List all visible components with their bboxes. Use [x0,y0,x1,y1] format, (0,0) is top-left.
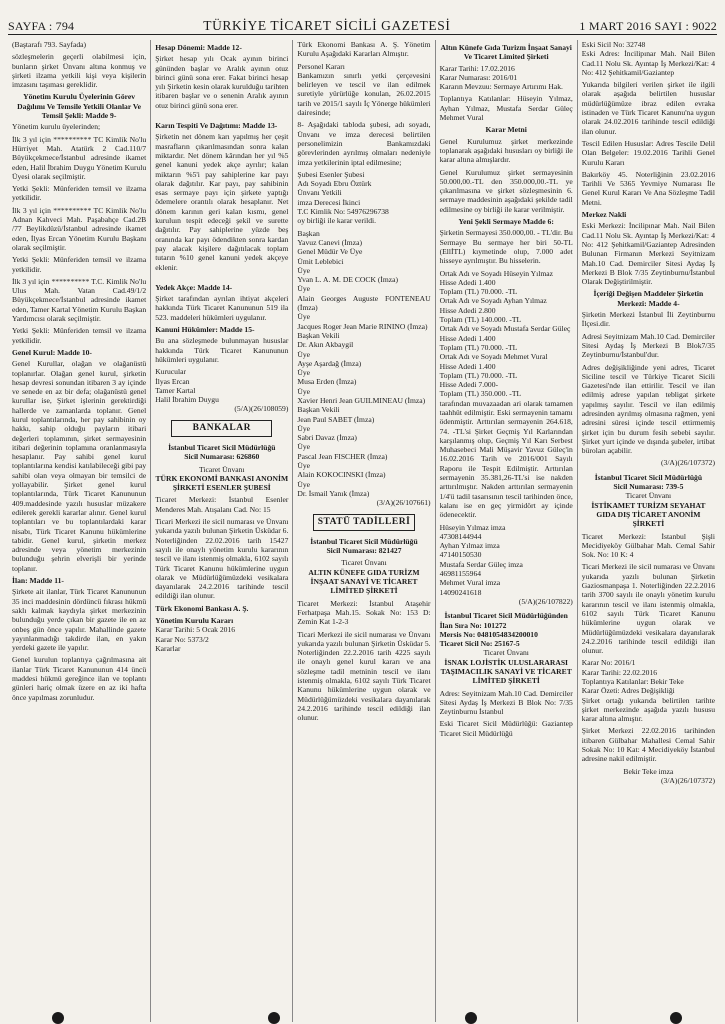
paragraph: Şirket tarafından ayrılan ihtiyat akçeleri hakkında Türk Ticaret Kanununun 519 ila 523. maddeleri hükümleri uygulanır. [155,294,289,322]
paragraph: Yukarıda bilgileri verilen şirket ile ilgili olarak aşağıda belirtilen hususlar müdürlüğümüze ibraz edilen evraka istinaden ve Türk Ticaret Kanunu'na uygun olarak 24.02.2016 tarihinde tescil edildiği ilan olunur. [581,80,715,136]
decision-date: Karar Tarihi: 5 Ocak 2016 [155,625,236,635]
columns [8,40,719,1022]
paragraph: Ticaret Merkezi: İstanbul Ataşehir Ferhatpaşa Mah.15. Sokak No: 153 D: Zemin Kat 1-2-3 [297,598,431,627]
signatory-name: Ayşe Aşardağ (İmza) [297,358,362,368]
paragraph: Genel Kurulumuz şirket sermayesinin 50.000,00.-TL den 350.000,00.-TL ye çıkarılmasına ve şirket sözleşmesinin 6. sermaye maddesinin aşağıdaki şekilde tadil edilmesine oy birliği ile karar verilmiştir. [439,167,573,214]
signatory-role: Üye [297,368,311,378]
paragraph: Türk Ekonomi Bankası A. Ş. Yönetim Kurulu Aşağıdaki Kararları Almıştır. [297,40,431,59]
line: Toplam (TL) 70.000. -TL [439,287,518,297]
registry-office: İstanbul Ticaret Sicil Müdürlüğü [168,442,276,452]
line: Karar Özeti: Adres Değişikliği [581,686,675,696]
paragraph: Yetki Şekli: Münferiden temsil ve ilzama yetkilidir. [12,184,147,203]
signatory-role: Üye [297,284,311,294]
paragraph: Ticaret Merkezi: İstanbul Şişli Mecidiyeköy Gülbahar Mah. Cemal Sahir Sok. No: 10 K: 4 [581,531,715,560]
paragraph: Ticaret Merkezi: İstanbul Esenler Menderes Mah. Atışalanı Cad. No: 15 [155,495,289,514]
section-heading: Karar Metni [485,125,527,135]
line: Hüseyin Yılmaz imza [439,522,506,532]
line: Karar Tarihi: 17.02.2016 [439,63,515,73]
reference-code: (3/A)(26/107372) [661,458,715,468]
paragraph: Adresi Seyitnizam Mah.10 Cad. Demirciler Sitesi Aydaş İş Merkezi B Blok7/35 Zeytinburnu/İstanbul'dur. [581,331,715,360]
issue-date: 1 MART 2016 SAYI : 9022 [579,19,717,33]
mersis-number: Mersis No: 0481054834200010 [439,629,538,639]
line: Karar Numarası: 2016/01 [439,72,518,82]
column-1 [8,40,150,1022]
decision-number: Karar No: 5373/2 [155,634,209,644]
line: Ayhan Yılmaz imza [439,541,500,551]
signatory-role: Üye [297,349,311,359]
line: Ünvanı Yetkili [297,188,342,198]
signatory-name: Alain KOKOCINSKI (İmza) [297,470,386,480]
section-banner-statu-tadilleri: STATÜ TADİLLERİ [313,514,414,531]
paragraph: Şirketin Merkezi İstanbul İli Zeytinburnu İlçesi.dir. [581,310,715,329]
line: Ortak Adı ve Soyadı Hüseyin Yılmaz [439,268,553,278]
section-heading: Yeni Şekli Sermaye Madde 6: [458,217,554,227]
paragraph: Genel Kurullar, olağan ve olağanüstü toplanırlar. Olağan genel kurul, şirketin hesap devresi sonundan itibaren 3 ay içinde ve senede en az bir defa; olağanüstü genel kurullar ise, Şirket işlerinin gerektirdiği hallerde ve zamanlarda toplanır. Genel kurul toplantılarında, her pay sahibinin oy hakkı, sahip olduğu payların itibari değerleri toplamının, şirket sermayesinin itibari değerinin toplamına oranlanmasıyla hesaplanır. Pay sahibi genel kurul toplantılarına kendisi katılabileceği gibi pay sahibi olan veya olmayan bir temsilci de yollayabilir. Şirket genel kurul toplantılarında, Türk Ticaret Kanununun 409.maddesinde yazılı hususlar müzakere edilerek gerekli kararlar alınır. Genel kurul toplantıları ve bu toplantılardaki karar nisabı, Türk Ticaret Kanunu hükümlerine tabidir. Genel kurul, şirketin merkez adresinde veya yönetim merkezinin bulunduğu şehrin elverişli bir yerinde toplanır. [12,359,147,573]
section-heading: Hesap Dönemi: Madde 12- [155,43,242,52]
line: Hisse Adedi 1.400 [439,333,496,343]
line: Hisse Adedi 2.800 [439,305,496,315]
registry-number: Sicil Numarası: 821427 [326,546,402,556]
line: Toplam (TL) 140.000. -TL [439,315,522,325]
paragraph: Şirketin Sermayesi 350.000,00. - TL'dir. Bu Sermaye Bu sermaye her biri 50-TL (EllİTL) kıymetinde olup, 7.000 adet hisseye ayrılmıştır. Bu hisselerin. [439,228,573,266]
company-name: ALTIN KÜNEFE GIDA TURİZM İNŞAAT SANAYİ VE TİCARET LİMİTED ŞİRKETİ [308,567,420,596]
paragraph: Adres değişikliğinde yeni adres, Ticaret Siciline tescil ve Türkiye Ticaret Sicili Gazetesi'nde ilan ettirilir. Tescil ve ilan edilmiş adrese yapılan tebligat şirkete yapılmış sayılır. Tescil ve ilan edilmiş adresinden ayrılmış olmasına rağmen, yeni adresini süresi içinde tescil ettirmemiş şirket için bu durum fesih sebebi sayılır. Şirket yurt içinde ve dışında şubeler, irtibat büroları açabilir. [581,362,715,456]
section-heading: İçeriği Değişen Maddeler Şirketin Merkezi: Madde 4- [593,289,704,308]
paragraph: Eski Merkezi: İncilipınar Mah. Nail Bilen Cad.11 Nolu Sk. Ayıntap İş Merkezi/Kat: 4 No: 412 Şehitkamil/Gaziantep Adresinden Bulunan Firmanın Merkezi Seyitnizam Mah.10 Cad. Demirciler Sitesi Aydaş İş Merkezi B Blok 7/35 Zeytinburnu/İstanbul Olarak Değiştirilmiştir. [581,221,715,287]
signature-line: Bekir Teke imza [623,766,674,776]
paragraph: 8- Aşağıdaki tabloda şubesi, adı soyadı, Ünvanı ve imza derecesi belirtilen personelimizin Bankamızdaki görevlerinden ayrılmış olmaları nedeniyle imza yetkilerinin iptal edilmesine; [297,120,431,167]
trade-name-label: Ticaret Ünvanı [341,558,387,568]
line: imza Derecesi İkinci [297,197,361,207]
registry-office: İstanbul Ticaret Sicil Müdürlüğü [310,536,418,546]
paragraph: Ticari Merkezi ile sicil numarası ve Ünvanı yukarıda yazılı bulunan Şirketin Üsküdar 6. Noterliğinden 22.02.2016 tarih 15427 sayılı ile onaylı yönetim kurulu kararının tescil ve ilanı istenmiş olmakla, 6102 sayılı Türk Ticaret Kanunu hükümlerine uygun olarak ve Müdürlüğümüzdeki vesikalara dayanılarak 24.2.2016 tarihinde tescil edildiği ilan olunur. [155,517,289,601]
signatory-name: Musa Erden (İmza) [297,377,357,387]
paragraph: Şirkete ait ilanlar, Türk Ticaret Kanununun 35 inci maddesinin dördüncü fıkrası hükmü saklı kalmak kaydıyla şirket merkezinin bulunduğu yerde çıkan bir gazete ile en az onbeş gün önce yapılır. Mahallinde gazete yayınlanmadığı takdirde ilan, en yakın yerdeki gazete ile yapılır. [12,587,147,653]
column-4 [435,40,577,1022]
signatory-role: Üye [297,312,311,322]
paragraph: Şirketin net dönem karı yapılmış her çeşit masrafların çıkarılmasından sonra kalan miktardır. Net dönem kârından her yıl %5 genel kanuni yedek akçe ayrılır; kalan miktarın %5'i pay sahiplerine kar payı olarak dağıtılır. Kar payı, pay sahibinin esas sermaye payı için şirkete yaptığı ödemelere orantılı olarak hesaplanır. Net dönem karının geri kalan kısmı, genel kuruluın tespit edeceği şekil ve surette dağıtılır. Pay sahiplerine yüzde beş oranında kar payı ödendikten sonra kardan pay alacak kişilere dağıtılacak toplam tutarın %10 genel kanuni yedek akçeye eklenir. [155,132,289,272]
section-heading: Yönetim Kurulu Üyelerinin Görev Dağılımı Ve Temsile Yetkili Olanlar Ve Temsil Şekli: Madde 9- [17,92,142,121]
paragraph: Eski Adres: İncilipınar Mah. Nail Bilen Cad.11 Nolu Sk. Ayıntap İş Merkezi/Kat: 4 No: 412 Şehitkamil/Gaziantep [581,49,715,77]
paragraph: tarafından muvazaadan ari olarak tamamen taahhüt edilmiştir. Eski sermayenin tamamı ödenmiştir. Arttırılan sermayenin 264.618, 74. -TL'si Şirket Geçmiş Yıl Karlarından karşılanmış olup, Geçmiş Yıl Karı Serbest Muhasebeci Mali Müşavir Yavuz Güleç'in 16.02.2016 Tarih ve 2016/001 Sayılı Raporu ile Tespit Edilmiştir. Arttırılan sermayenin 35.381,26-TL'si ise nakden arttırılmıştır. Nakden arttırılan sermayenin 1/4'ü tadil tasarısının tescil tarihinden önce, kalanı ise en geç yirmidört ay içinde ödenecektir. [439,398,573,520]
paragraph: Yönetim kurulu üyelerinden; [12,122,101,132]
paragraph: Kararın Mevzuu: Sermaye Artırımı Hak. [439,82,563,92]
paragraph: Yetki Şekli: Münferiden temsil ve ilzama yetkilidir. [12,255,147,274]
registry-office: İstanbul Ticaret Sicil Müdürlüğü [594,472,703,482]
line: Ortak Adı ve Soyadı Mustafa Serdar Güleç [439,324,571,334]
column-2 [150,40,292,1022]
signatory-name: Sabri Davaz (İmza) [297,433,357,443]
section-banner-bankalar: BANKALAR [171,420,272,437]
binding-hole [268,1012,280,1024]
signatory-name: Dr. İsmail Yanık (İmza) [297,488,370,498]
registry-office: İstanbul Ticaret Sicil Müdürlüğünden [444,611,568,621]
company-name: TÜRK EKONOMİ BANKASI ANONİM ŞİRKETİ ESENLER ŞUBESİ [155,473,289,493]
line: Şubesi Esenler Şubesi [297,169,365,179]
signatory-name: Jacques Roger Jean Marie RININO (İmza) [297,321,428,331]
line: Toplantıya Katılanlar: Bekir Teke [581,677,684,686]
signatory-role: Başkan [297,228,320,238]
paragraph: Bakırköy 45. Noterliğinin 23.02.2016 Tarihli Ve 5365 Yevmiye Numarası İle Genel Kurul Kararı Ve Ana Sözleşme Tadil Metni. [581,169,715,207]
signatory-role: Üye [297,442,311,452]
line: Mustafa Serdar Güleç imza [439,559,523,569]
line: T.C Kimlik No: 54976296738 [297,207,389,217]
paragraph: sözleşmelerin geçerli olabilmesi için, bunların şirket Ünvanı altına konmuş ve şirketi ilzama yetkili kişi veya kişilerin imzasını taşıması gereklidir. [12,52,147,90]
decision-title: Yönetim Kurulu Kararı [155,616,234,626]
company-name: İSNAK LOJİSTİK ULUSLARARASI TAŞIMACILIK SANAYİ VE TİCARET LİMİTED ŞİRKETİ [440,657,572,686]
paragraph: Genel Kurulumuz şirket merkezinde toplanarak aşağıdaki hususları oy birliği ile karar altına almışlardır. [439,136,573,165]
paragraph: Toplantıya Katılanlar: Hüseyin Yılmaz, Ayhan Yılmaz, Mustafa Serdar Güleç Mehmet Vural [439,94,573,123]
paragraph: Genel kurulun toplantıya çağrılmasına ait ilanlar Türk Ticaret Kanununun 414 üncü maddesi hükmü gereğince ilan ve toplantı günleri hariç olmak üzere en az iki hafta önce yapılması zorunludur. [12,655,147,702]
line: 47308144944 [439,531,482,541]
line: 47140150530 [439,550,482,560]
line: Karar Tarihi: 22.02.2016 [581,667,658,677]
founder-name: Tamer Kartal [155,385,196,395]
line: Hisse Adedi 7.000- [439,380,499,390]
paragraph: Ticari Merkezi ile sicil numarası ve Ünvanı yukarıda yazılı bulunan Şirketin Üsküdar 5. Noterliğinden 22.2.2016 tarih 4225 sayılı ile onaylı genel kurul kararı ve ana sözleşme tadil metninin tescil ve ilanı istenmiş olmakla, 6102 sayılı Türk Ticaret Kanunu hükümlerine uygun olarak ve Müdürlüğümüzdeki vesikalara dayanılarak 24.2.2016 tarihinde tescil edildiği ilan olunur. [297,629,431,723]
signatory-name: Xavier Henri Jean GUILMINEAU (İmza) [297,395,426,405]
registry-number: Ticaret Sicil No: 25167-5 [439,639,520,649]
section-heading: Altın Künefe Gıda Turizm İnşaat Sanayi Ve Ticaret Limited Şirketi [440,43,572,62]
line: Hisse Adedi 1.400 [439,361,496,371]
section-heading: Yedek Akçe: Madde 14- [155,282,233,292]
company-name: İSTİKAMET TURİZM SEYAHAT GIDA DIŞ TİCARET ANONİM ŞİRKETİ [591,500,706,529]
trade-name-label: Ticaret Ünvanı [199,464,245,474]
founder-name: İlyas Ercan [155,376,190,386]
line: Toplam (TL) 70.000. -TL [439,342,518,352]
reference-code: (3/A)(26/107372) [661,775,715,785]
section-heading: İlan: Madde 11- [12,576,64,586]
signatory-name: Yvan L. A. M. DE COCK (İmza) [297,275,399,285]
section-heading: Karın Tespiti Ve Dağıtımı: Madde 13- [155,121,278,131]
binding-hole [670,1012,682,1024]
announcement-number: İlan Sıra No: 101272 [439,620,507,630]
line: Hisse Adedi 1.400 [439,277,496,287]
section-heading: Merkez Nakli [581,210,627,220]
page-number: SAYFA : 794 [8,19,75,33]
line: Ortak Adı ve Soyadı Ayhan Yılmaz [439,296,547,306]
line: 46981155964 [439,569,482,579]
gazette-title: TÜRKİYE TİCARET SİCİLİ GAZETESİ [203,18,451,33]
paragraph: Tescil Edilen Hususlar: Adres Tescile Delil Olan Belgeler: 19.02.2016 Tarihli Genel Kurulu Kararı [581,138,715,167]
paragraph: Yetki Şekli: Münferiden temsil ve ilzama yetkilidir. [12,326,147,345]
signatory-name: Yavuz Canevi (İmza) [297,237,362,247]
header-rule [8,34,717,35]
page-header [8,8,717,34]
line: Toplam (TL) 350.000. -TL [439,389,522,399]
paragraph: İlk 3 yıl için ********** T.C. Kimlik No'lu Ulus Mah. Vatan Cad.49/1/2 Büyükçekmece/İstanbul adresinde ikamet eden, Tamer Kartal Yönetim Kurulu Başkan Yardımcısı olarak seçilmiştir. [12,276,147,324]
paragraph: (Baştarafı 793. Sayfada) [12,40,87,49]
decisions-label: Kararlar [155,643,181,653]
line: Adı Soyadı Ebru Öztürk [297,179,372,189]
registry-number: Sicil Numarası: 739-5 [613,482,684,492]
signatory-role: Başkan Vekili [297,405,340,415]
binding-hole [52,1012,64,1024]
line: Personel Kararı [297,61,345,71]
signatory-role: Başkan Vekili [297,330,340,340]
registry-number: Sicil Numarası: 626860 [184,452,260,462]
binding-hole [465,1012,477,1024]
paragraph: Şirket ortağı yukarıda belirtilen tarihte şirket merkezinde aşağıda yazılı hususu karar altına almıştır. [581,695,715,724]
paragraph: Bu ana sözleşmede bulunmayan hususlar hakkında Türk Ticaret Kanununun hükümleri uygulanır. [155,336,289,364]
reference-code: (5/A)(26/107822) [518,596,573,606]
signatory-role: Genel Müdür Ve Üye [297,247,363,257]
line: Ortak Adı ve Soyadı Mehmet Vural [439,352,548,362]
line: oy birliği ile karar verildi. [297,216,377,226]
signatory-role: Üye [297,479,311,489]
paragraph: İlk 3 yıl için ********** TC Kimlik No'lu Adnan Kahveci Mah. Paşabahçe Cad.2B /77 Beylikdüzü/İstanbul adresinde ikamet eden, İlyas Ercan Yönetim Kurulu Başkanı olarak seçilmiştir. [12,205,147,252]
signatory-role: Üye [297,386,311,396]
bank-name: Türk Ekonomi Bankası A. Ş. [155,603,249,613]
trade-name-label: Ticaret Ünvanı [483,648,529,658]
signatory-name: Jean Paul SABET (İmza) [297,414,375,424]
section-heading: Genel Kurul: Madde 10- [12,347,92,357]
trade-name-label: Ticaret Ünvanı [625,491,672,501]
line: Toplam (TL) 70.000. -TL [439,370,518,380]
signatory-name: Ümit Leblebici [297,256,344,266]
reference-code: (5/A)(26/108059) [234,404,289,414]
column-5 [577,40,719,1022]
signatory-role: Üye [297,265,311,275]
paragraph: Şirket Merkezi 22.02.2016 tarihinden itibaren Gülbahar Mahallesi Cemal Sahir Sokak No: 10 Kat: 4 Mecidiyeköy İstanbul adresine nakil edilmiştir. [581,726,715,764]
founders-label: Kurucular [155,367,186,377]
signatory-name: Pascal Jean FISCHER (İmza) [297,451,388,461]
signatory-role: Üye [297,461,311,471]
line: Eski Sicil No: 32748 [581,40,646,49]
founder-name: Halil İbrahim Duygu [155,395,219,405]
paragraph: Şirket hesap yılı Ocak ayının birinci gününden başlar ve Aralık ayının otuz birinci günü sona erer. Fakat birinci hesap yılı Şirketin kesin olarak kurulduğu tarihten itibaren başlar ve o senenin Aralık ayının otuz birinci günü sona erer. [155,54,289,110]
column-3 [292,40,434,1022]
paragraph: Ticari Merkezi ile sicil numarası ve Ünvanı yukarıda yazılı bulunan Şirketin Gaziosmanpaşa 1. Noterliğinden 22.2.2016 tarih 3700 sayılı ile onaylı yönetim kurulu kararının tescil ve ilanı istenmiş olmakla, 6102 sayılı Türk Ticaret Kanunu hükümlerine uygun olarak ve Müdürlüğümüzdeki vesikalara dayanılarak 24.2.2016 tarihinde tescil edildiği ilan olunur. [581,562,715,656]
line: 14090241618 [439,587,482,597]
reference-code: (3/A)(26/107661) [376,498,431,508]
paragraph: İlk 3 yıl için ********** TC Kimlik No'lu Hürriyet Mah. Atatürk 2 Cad.110/7 Büyükçekmece/İstanbul adresinde ikamet eden, Halil İbrahim Duygu Yönetim Kurulu Üyesi olarak seçilmiştir. [12,134,147,181]
signatory-name: Dr. Akın Akbaygil [297,340,354,350]
signatory-role: Üye [297,423,311,433]
line: Karar No: 2016/1 [581,658,636,668]
paragraph: Eski Ticaret Sicil Müdürlüğü: Gaziantep Ticaret Sicil Müdürlüğü [439,719,573,738]
paragraph: Adres: Seyitnizam Mah.10 Cad. Demirciler Sitesi Aydaş İş Merkezi B Blok No: 7/35 Zeytinburnu İstanbul [439,688,573,717]
section-heading: Kanuni Hükümler: Madde 15- [155,325,255,335]
paragraph: Bankamızın sınırlı yetki çerçevesini belirleyen ve tescil ve ilan edilmek suretiyle yürürlüğe konulan, 26.02.2015 tarih ve 2015/1 sayılı İç Yönerge hükümleri dairesinde; [297,70,431,118]
line: Mehmet Vural imza [439,578,501,588]
signatory-name: Alain Georges Auguste FONTENEAU (İmza) [297,293,431,313]
